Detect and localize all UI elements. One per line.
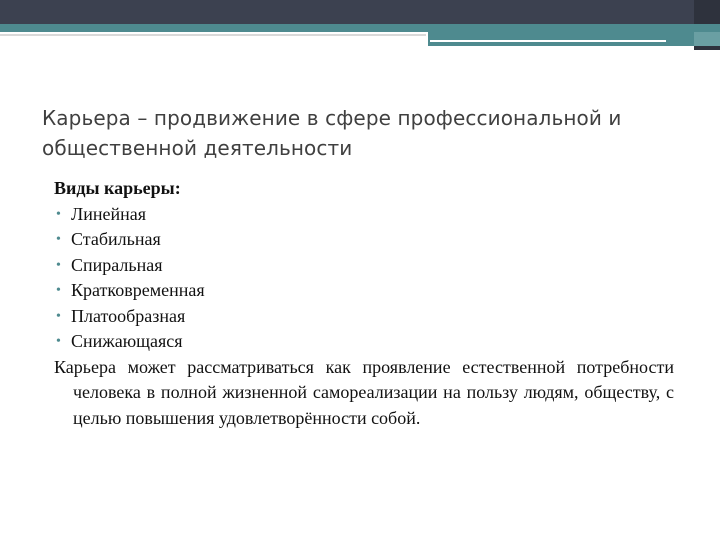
bullet-dot-icon: • xyxy=(56,283,61,298)
header-accent-corner xyxy=(694,32,720,46)
list-item: • Спиральная xyxy=(54,253,674,279)
bullet-dot-icon: • xyxy=(56,257,61,273)
header-divider-line xyxy=(0,34,426,36)
header-accent-stripe xyxy=(0,24,720,32)
slide-title: Карьера – продвижение в сфере профессиональной и общественной деятельности xyxy=(42,106,622,160)
bullet-dot-icon: • xyxy=(56,232,61,247)
list-item: • Кратковременная xyxy=(54,278,674,304)
header-accent-block xyxy=(428,32,694,46)
bullet-dot-icon: • xyxy=(56,308,61,324)
header-highlight-line xyxy=(430,40,666,42)
career-definition-paragraph: Карьера может рассматриваться как проявление естественной потребности человека в полной жизненной самореализации на пользу людям, обществу, с целью повышения удовлетворённости собой. xyxy=(54,356,674,428)
bullet-dot-icon: • xyxy=(56,334,61,349)
bullet-dot-icon: • xyxy=(56,206,61,222)
list-item: • Платообразная xyxy=(54,304,674,330)
list-item: • Стабильная xyxy=(54,227,674,253)
list-item: • Линейная xyxy=(54,202,674,228)
career-types-list xyxy=(54,202,674,355)
slide-body xyxy=(54,176,674,431)
list-item: • Снижающаяся xyxy=(54,329,674,355)
slide-header-bar xyxy=(0,0,720,24)
career-types-heading: Виды карьеры: xyxy=(54,178,181,198)
